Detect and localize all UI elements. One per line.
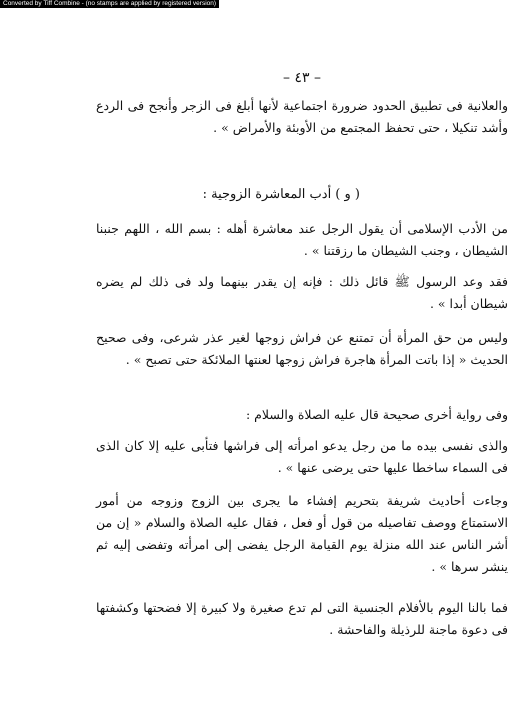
- paragraph-wife-rights: وليس من حق المرأة أن تمتنع عن فراش زوجها لغير عذر شرعى، وفى صحيح الحديث « إذا باتت المرأة هاجرة فراش زوجها لعنتها الملائكة حتى تصبح » .: [96, 330, 508, 367]
- paragraph-another-narration: وفى رواية أخرى صحيحة قال عليه الصلاة والسلام :: [246, 407, 508, 422]
- page-number: – ٤٣ –: [283, 70, 321, 86]
- paragraph-secrets-prohibition: وجاءت أحاديث شريفة بتحريم إفشاء ما يجرى بين الزوج وزوجه من أمور الاستمتاع ووصف تفاصيله من قول أو فعل ، فقال عليه الصلاة والسلام « إن من أشر الناس عند الله منزلة يوم القيامة الرجل يفضى إلى امرأته وتفضى إليه ثم ينشر سرها » .: [96, 493, 508, 574]
- converter-watermark: Converted by Tiff Combine - (no stamps are applied by registered version): [0, 0, 219, 8]
- document-body: [96, 0, 508, 726]
- paragraph-modern-films: فما بالنا اليوم بالأفلام الجنسية التى لم تدع صغيرة ولا كبيرة إلا فضحتها وكشفتها فى دعوة ماجنة للرذيلة والفاحشة .: [96, 600, 508, 637]
- paragraph-prophet-promise: فقد وعد الرسول ﷺ قائل ذلك : فإنه إن يقدر بينهما ولد فى ذلك لم يضره شيطان أبدا » .: [96, 274, 508, 311]
- paragraph-hadith-oath: والذى نفسى بيده ما من رجل يدعو امرأته إلى فراشها فتأبى عليه إلا كان الذى فى السماء ساخطا عليها حتى يرضى عنها » .: [96, 438, 508, 475]
- paragraph-punishment-publicity: والعلانية فى تطبيق الحدود ضرورة اجتماعية لأنها أبلغ فى الزجر وأنجح فى الردع وأشد تنكيلا ، حتى تحفظ المجتمع من الأوبئة والأمراض » .: [96, 98, 508, 135]
- section-heading: ( و ) أدب المعاشرة الزوجية :: [202, 187, 360, 202]
- paragraph-marital-etiquette: من الأدب الإسلامى أن يقول الرجل عند معاشرة أهله : بسم الله ، اللهم جنبنا الشيطان ، وجنب الشيطان ما رزقتنا » .: [96, 221, 508, 258]
